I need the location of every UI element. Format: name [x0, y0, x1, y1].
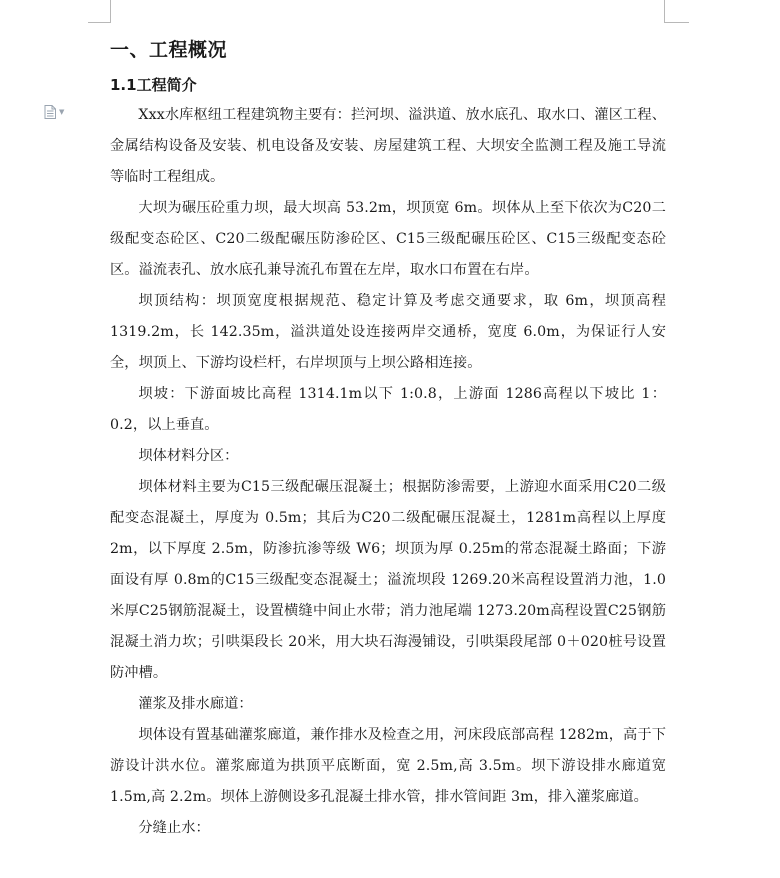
paragraph: Xxx水库枢纽工程建筑物主要有：拦河坝、溢洪道、放水底孔、取水口、灌区工程、金属结构设备及安装、机电设备及安装、房屋建筑工程、大坝安全监测工程及施工导流等临时工程组成。: [110, 107, 666, 185]
document-icon: [44, 105, 56, 119]
crop-mark-top-right: [664, 0, 689, 23]
paragraph: 大坝为碾压砼重力坝，最大坝高 53.2m，坝顶宽 6m。坝体从上至下依次为C20二级配变态砼区、C20二级配碾压防渗砼区、C15三级配碾压砼区、C15三级配变态砼区。溢流表孔、放水底孔兼导流孔布置在左岸，取水口布置在右岸。: [110, 200, 666, 278]
paragraph: 坝体设有置基础灌浆廊道，兼作排水及检查之用，河床段底部高程 1282m，高于下游设计洪水位。灌浆廊道为拱顶平底断面，宽 2.5m,高 3.5m。坝下游设排水廊道宽 1.5m,高 2.2m。坝体上游侧设多孔混凝土排水管，排水管间距 3m，排入灌浆廊道。: [110, 727, 666, 805]
paragraph: 分缝止水：: [138, 820, 210, 836]
paragraph: 坝顶结构：坝顶宽度根据规范、稳定计算及考虑交通要求，取 6m，坝顶高程 1319.2m，长 142.35m，溢洪道处设连接两岸交通桥，宽度 6.0m，为保证行人安全，坝顶上、下游均设栏杆，右岸坝顶与上坝公路相连接。: [110, 293, 666, 371]
heading-1: 一、工程概况: [110, 39, 228, 61]
document-body: [110, 28, 666, 844]
crop-mark-top-left: [88, 0, 111, 23]
paragraph: 坝坡：下游面坡比高程 1314.1m以下 1:0.8，上游面 1286高程以下坡比 1：0.2，以上垂直。: [110, 386, 666, 433]
paragraph-options-button[interactable]: [44, 104, 72, 120]
heading-2: 1.1工程简介: [110, 76, 197, 94]
paragraph: 坝体材料主要为C15三级配碾压混凝土；根据防渗需要，上游迎水面采用C20二级配变态混凝土，厚度为 0.5m；其后为C20二级配碾压混凝土，1281m高程以上厚度 2m，以下厚度 2.5m，防渗抗渗等级 W6；坝顶为厚 0.25m的常态混凝土路面；下游面设有厚 0.8m的C15三级配变态混凝土；溢流坝段 1269.20米高程设置消力池，1.0米厚C25钢筋混凝土，设置横缝中间止水带；消力池尾端 1273.20m高程设置C25钢筋混凝土消力坎；引哄渠段长 20米，用大块石海漫铺设，引哄渠段尾部 0＋020桩号设置防冲槽。: [110, 479, 666, 681]
chevron-down-icon: ▼: [59, 107, 65, 116]
paragraph: 坝体材料分区：: [138, 448, 239, 464]
paragraph: 灌浆及排水廊道：: [138, 696, 253, 712]
